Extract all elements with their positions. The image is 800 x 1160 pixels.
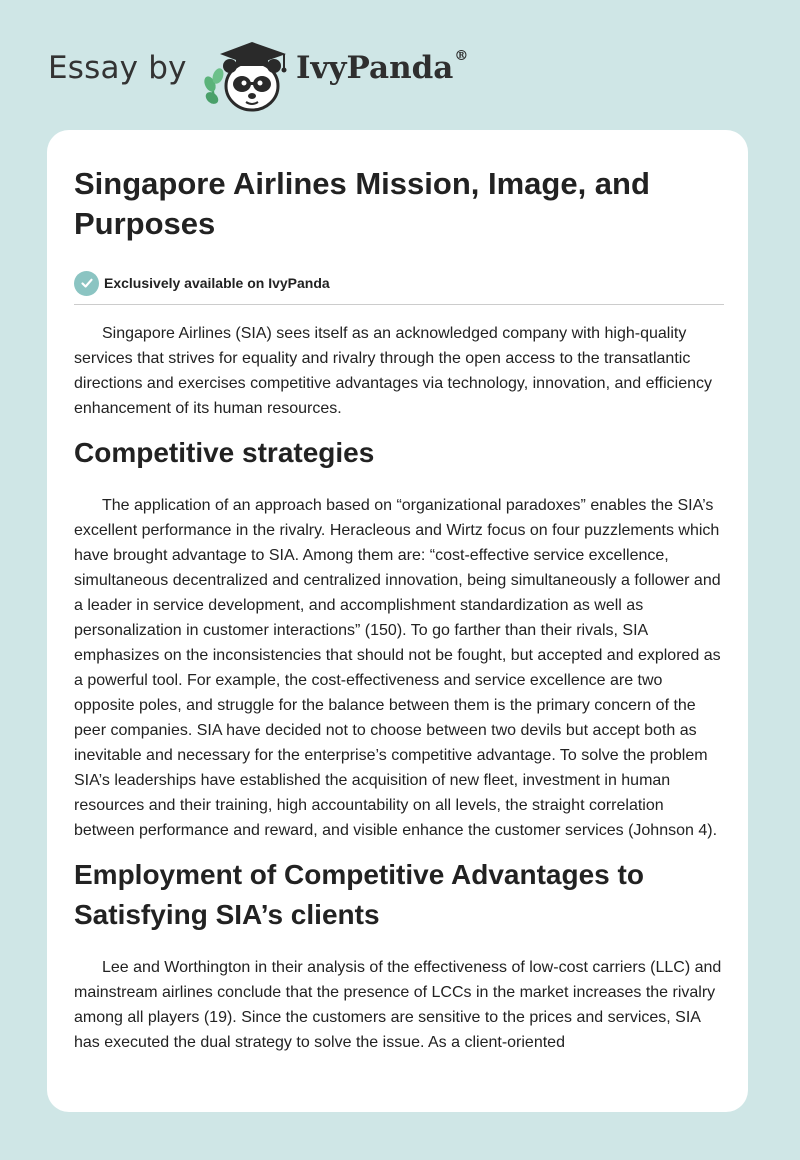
exclusive-badge — [74, 270, 724, 296]
registered-mark: ® — [454, 48, 469, 64]
exclusive-label: Exclusively available on IvyPanda — [104, 275, 330, 291]
section-heading-competitive-advantages: Employment of Competitive Advantages to Satisfying SIA’s clients — [74, 859, 644, 930]
essay-content — [74, 164, 724, 1055]
section-paragraph-competitive-advantages: Lee and Worthington in their analysis of the effectiveness of low-cost carriers (LLC) and mainstream airlines conclude that the presence of LCCs in the market increases the rivalry among all players (19). Since the customers are sensitive to the prices and services, SIA has executed the dual strategy to solve the issue. As a client-oriented — [74, 959, 722, 1051]
section-paragraph-competitive-strategies: The application of an approach based on “organizational paradoxes” enables the SIA’s excellent performance in the rivalry. Heracleous and Wirtz focus on four puzzlements which have brought advantage to SIA. Among them are: “cost-effective service excellence, simultaneous decentralized and centralized innovation, being simultaneously a follower and a leader in service development, and accomplishment standardization as well as personalization in customer interactions” (150). To go farther than their rivals, SIA emphasizes on the inconsistencies that should not be fought, but accepted and explored as a powerful tool. For example, the cost-effectiveness and service excellence are two opposite poles, and struggle for the balance between them is the primary concern of the peer companies. SIA have decided not to choose between two devils but accept both as inevitable and necessary for the enterprise’s competitive advantage. To solve the problem SIA’s leaderships have established the acquisition of new fleet, investment in human resources and their training, high accountability on all levels, the straight correlation between performance and reward, and visible enhance the customer services (Johnson 4). — [74, 497, 721, 839]
panda-graduate-logo-icon[interactable] — [200, 34, 292, 114]
site-header — [48, 34, 508, 114]
essay-card — [47, 130, 748, 1112]
check-icon — [74, 271, 99, 296]
brand-name-text: IvyPanda — [296, 50, 454, 86]
divider — [74, 304, 724, 305]
brand-name[interactable] — [296, 50, 468, 86]
brand-prefix: Essay by — [48, 50, 187, 86]
essay-title: Singapore Airlines Mission, Image, and Purposes — [74, 166, 650, 241]
intro-paragraph: Singapore Airlines (SIA) sees itself as an acknowledged company with high-quality services that strives for equality and rivalry through the open access to the transatlantic directions and exercises competitive advantages via technology, innovation, and efficiency enhancement of its human resources. — [74, 325, 713, 417]
section-heading-competitive-strategies: Competitive strategies — [74, 437, 375, 468]
